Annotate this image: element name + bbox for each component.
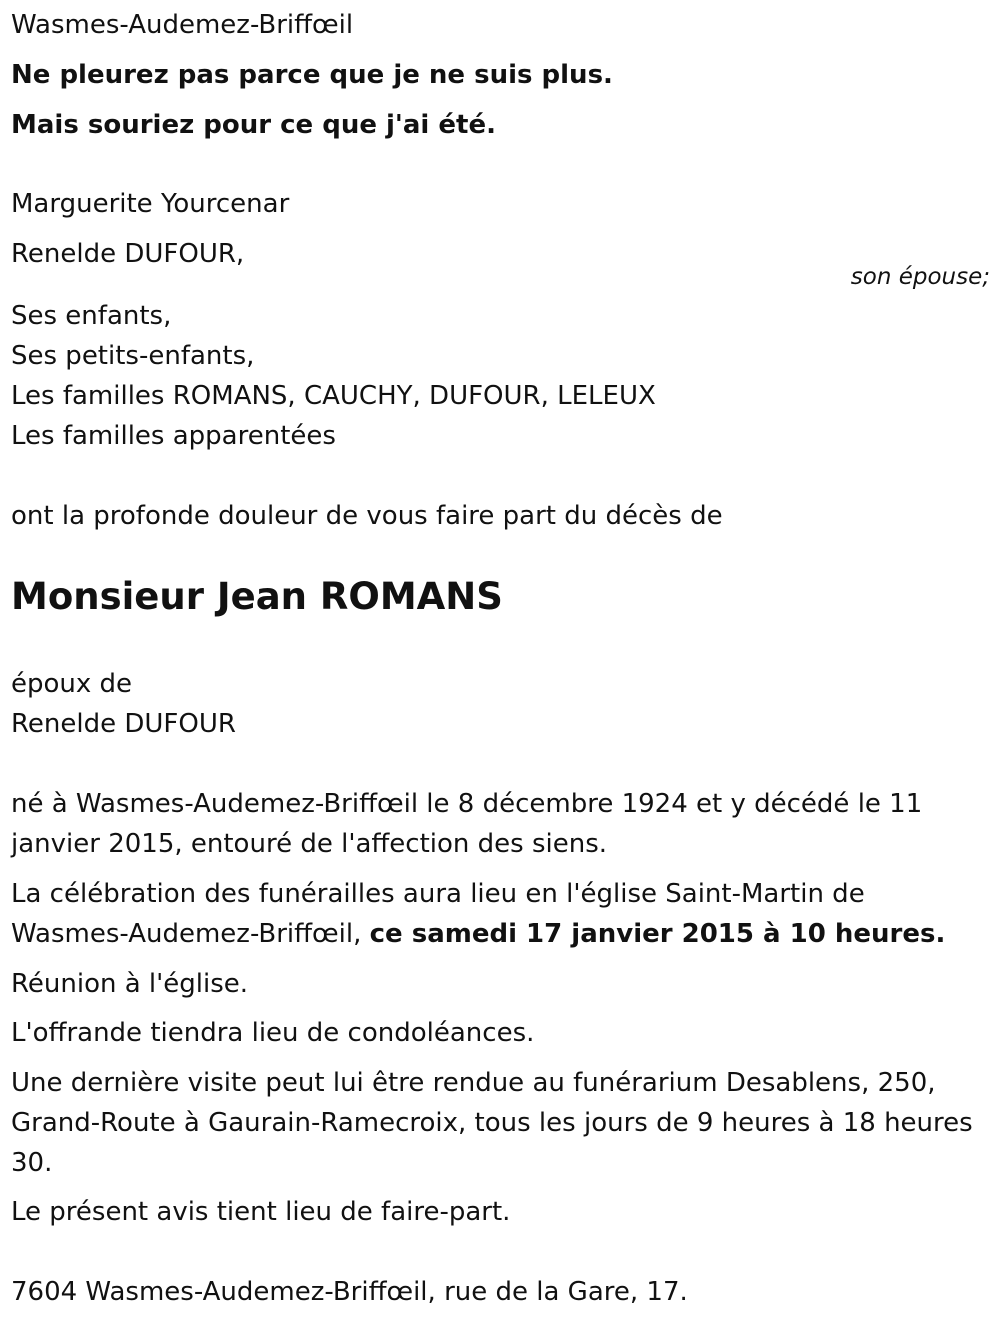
offering-info: L'offrande tiendra lieu de condoléances. [11,1018,535,1048]
birth-death-line-1: né à Wasmes-Audemez-Briffœil le 8 décembre 1924 et y décédé le 11 [11,789,923,819]
quote-author: Marguerite Yourcenar [11,189,290,219]
funeral-date: ce samedi 17 janvier 2015 à 10 heures. [369,919,946,949]
visit-line-1: Une dernière visite peut lui être rendue au funérarium Desablens, 250, [11,1068,936,1098]
spouse-of-deceased: Renelde DUFOUR [11,709,236,739]
address: 7604 Wasmes-Audemez-Briffœil, rue de la Gare, 17. [11,1277,688,1307]
locality-header: Wasmes-Audemez-Briffœil [11,10,354,40]
family-line: Les familles ROMANS, CAUCHY, DUFOUR, LELEUX [11,381,656,411]
funeral-place: Wasmes-Audemez-Briffœil, [11,919,362,949]
visit-line-3: 30. [11,1148,53,1178]
funeral-line-1: La célébration des funérailles aura lieu en l'église Saint-Martin de [11,879,865,909]
meeting-info: Réunion à l'église. [11,969,249,999]
visit-line-2: Grand-Route à Gaurain-Ramecroix, tous les jours de 9 heures à 18 heures [11,1108,973,1138]
deceased-name: Monsieur Jean ROMANS [11,575,503,618]
spouse-name: Renelde DUFOUR, [11,239,245,269]
relation-label: époux de [11,669,133,699]
birth-death-line-2: janvier 2015, entouré de l'affection des siens. [11,829,608,859]
quote-line-2: Mais souriez pour ce que j'ai été. [11,110,496,140]
family-line: Les familles apparentées [11,421,336,451]
spouse-role: son épouse; [850,264,990,290]
announcement-text: ont la profonde douleur de vous faire part du décès de [11,501,723,531]
family-line: Ses enfants, [11,301,172,331]
quote-line-1: Ne pleurez pas parce que je ne suis plus. [11,60,613,90]
family-line: Ses petits-enfants, [11,341,255,371]
funeral-line-2 [11,914,945,954]
notice-text: Le présent avis tient lieu de faire-part. [11,1197,511,1227]
